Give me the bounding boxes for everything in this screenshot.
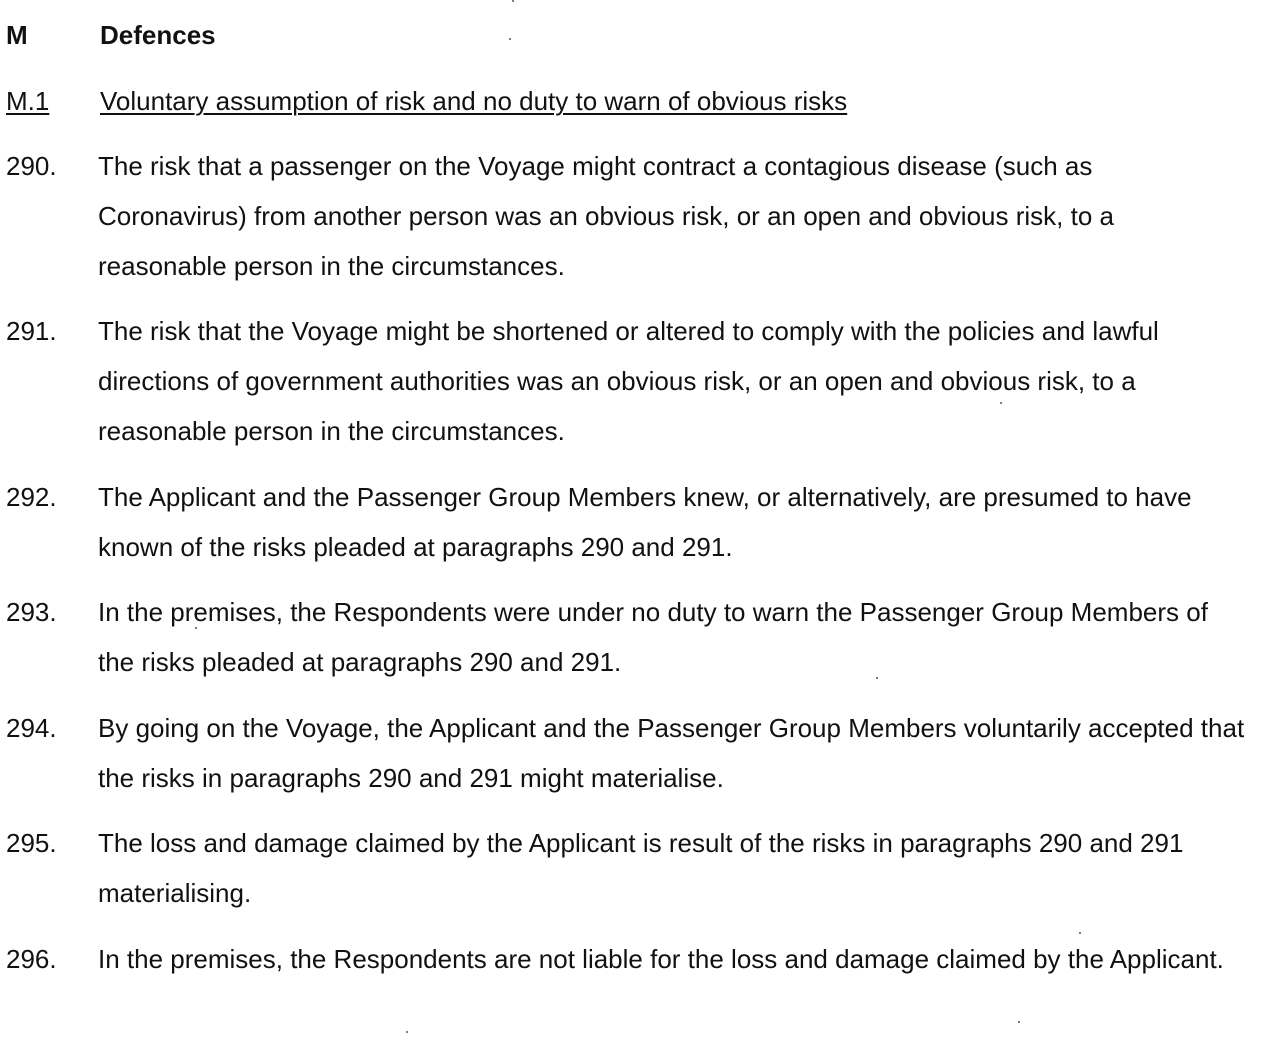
section-letter: M (6, 20, 28, 50)
paragraph-number: 293. (6, 597, 57, 627)
paragraph-text: The risk that a passenger on the Voyage might contract a contagious disease (such as Coronavirus) from another person was an obvious risk, or an open and obvious risk, to a reasonable person in the circumstances. (98, 151, 1114, 281)
paragraph-text: By going on the Voyage, the Applicant and the Passenger Group Members voluntarily accepted that the risks in paragraphs 290 and 291 might materialise. (98, 713, 1245, 793)
scan-speck (1000, 402, 1002, 404)
paragraph-text: The risk that the Voyage might be shortened or altered to comply with the policies and lawful directions of government authorities was an obvious risk, or an open and obvious risk, to a reasonable person in the circumstances. (98, 316, 1159, 446)
paragraph-number: 294. (6, 713, 57, 743)
scan-speck (876, 677, 878, 679)
paragraph-text: In the premises, the Respondents are not liable for the loss and damage claimed by the Applicant. (98, 944, 1224, 974)
scan-speck (1079, 932, 1081, 934)
paragraph-number: 292. (6, 482, 57, 512)
section-title: Defences (100, 20, 216, 50)
paragraph-number: 290. (6, 151, 57, 181)
subsection-number: M.1 (6, 86, 50, 116)
paragraph-text: The loss and damage claimed by the Applicant is result of the risks in paragraphs 290 and 291 materialising. (98, 828, 1184, 908)
paragraph-number: 296. (6, 944, 57, 974)
paragraph-text: The Applicant and the Passenger Group Members knew, or alternatively, are presumed to have known of the risks pleaded at paragraphs 290 and 291. (98, 482, 1192, 562)
scan-speck (195, 627, 197, 629)
paragraph-text: In the premises, the Respondents were under no duty to warn the Passenger Group Members of the risks pleaded at paragraphs 290 and 291. (98, 597, 1208, 677)
scan-speck (509, 38, 511, 40)
scan-speck (512, 0, 514, 2)
paragraph-number: 291. (6, 316, 57, 346)
paragraph-number: 295. (6, 828, 57, 858)
scan-speck (1018, 1021, 1020, 1023)
subsection-title: Voluntary assumption of risk and no duty to warn of obvious risks (100, 86, 848, 116)
scan-speck (406, 1031, 408, 1033)
